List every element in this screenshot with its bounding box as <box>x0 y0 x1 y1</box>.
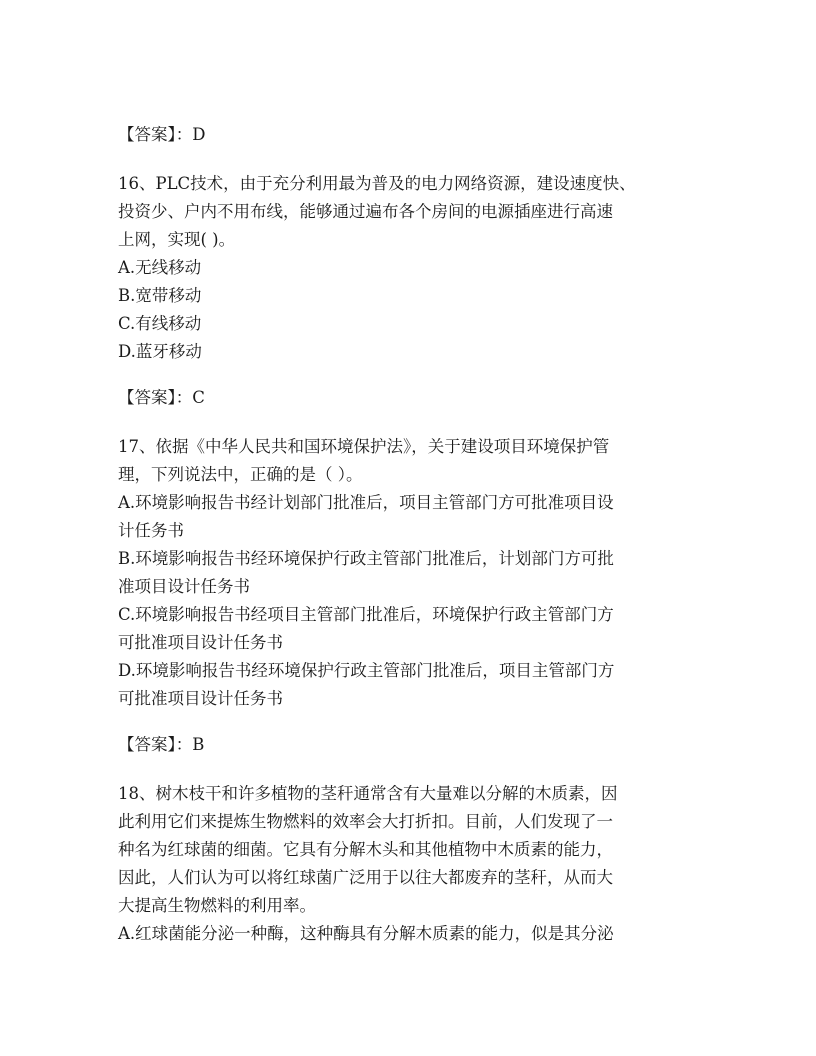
question-block <box>118 780 698 948</box>
option-line: B.环境影响报告书经环境保护行政主管部门批准后，计划部门方可批 <box>118 549 614 568</box>
question-stem-line: 此利用它们来提炼生物燃料的效率会大打折扣。目前，人们发现了一 <box>118 812 613 831</box>
option-line: 计任务书 <box>118 521 184 540</box>
question-stem-line: 大提高生物燃料的利用率。 <box>118 896 316 915</box>
option-line: 可批准项目设计任务书 <box>118 633 283 652</box>
question-stem-line: 投资少、户内不用布线，能够通过遍布各个房间的电源插座进行高速 <box>118 202 613 221</box>
question-stem-line: 因此，人们认为可以将红球菌广泛用于以往大都废弃的茎秆，从而大 <box>118 868 613 887</box>
answer-line: 【答案】：C <box>118 388 205 407</box>
question-stem-line: 上网，实现( )。 <box>118 230 236 249</box>
question-stem-line: 17、依据《中华人民共和国环境保护法》，关于建设项目环境保护管 <box>118 437 610 456</box>
option-line: C.环境影响报告书经项目主管部门批准后，环境保护行政主管部门方 <box>118 605 614 624</box>
option-line: D.环境影响报告书经环境保护行政主管部门批准后，项目主管部门方 <box>118 661 615 680</box>
option-line: C.有线移动 <box>118 314 202 333</box>
option-line: 准项目设计任务书 <box>118 577 250 596</box>
answer-line: 【答案】：B <box>118 735 205 754</box>
question-stem-line: 理，下列说法中，正确的是（ ）。 <box>118 465 363 484</box>
question-stem-line: 18、树木枝干和许多植物的茎秆通常含有大量难以分解的木质素，因 <box>118 784 618 803</box>
option-line: A.环境影响报告书经计划部门批准后，项目主管部门方可批准项目设 <box>118 493 614 512</box>
option-line: A.红球菌能分泌一种酶，这种酶具有分解木质素的能力，似是其分泌 <box>118 924 614 943</box>
question-block <box>118 170 698 366</box>
question-stem-line: 16、PLC技术，由于充分利用最为普及的电力网络资源，建设速度快、 <box>118 174 636 193</box>
option-line: 可批准项目设计任务书 <box>118 689 283 708</box>
option-line: D.蓝牙移动 <box>118 342 202 361</box>
answer-line: 【答案】：D <box>118 125 206 144</box>
question-block <box>118 433 698 713</box>
question-stem-line: 种名为红球菌的细菌。它具有分解木头和其他植物中木质素的能力， <box>118 840 613 859</box>
question-content <box>118 121 698 948</box>
option-line: A.无线移动 <box>118 258 202 277</box>
option-line: B.宽带移动 <box>118 286 202 305</box>
